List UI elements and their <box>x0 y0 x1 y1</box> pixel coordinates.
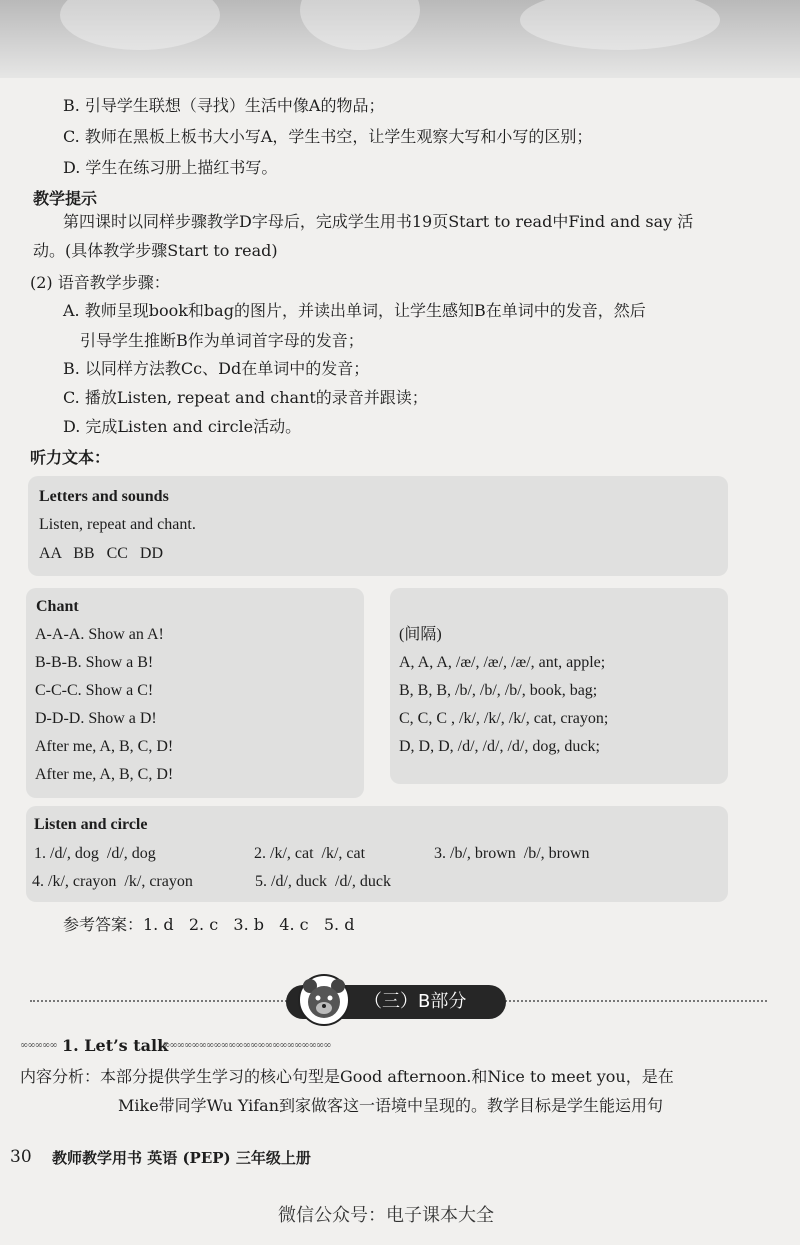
interval-box <box>390 588 728 784</box>
interval-line: A, A, A, /æ/, /æ/, /æ/, ant, apple; <box>399 654 606 671</box>
phonics-step-b: B. 以同样方法教Cc、Dd在单词中的发音； <box>63 359 370 378</box>
chant-title: Chant <box>36 598 79 615</box>
chant-line: C-C-C. Show a C! <box>35 682 154 699</box>
step-b: B. 引导学生联想（寻找）生活中像A的物品； <box>63 96 385 115</box>
phonics-step-a-cont: 引导学生推断B作为单词首字母的发音； <box>80 331 364 350</box>
chant-line: B-B-B. Show a B! <box>35 654 154 671</box>
circle-title: Listen and circle <box>34 816 148 833</box>
tip-line-2: 动。(具体教学步骤Start to read) <box>33 241 278 260</box>
interval-line: B, B, B, /b/, /b/, /b/, book, bag; <box>399 682 598 699</box>
tip-line-1: 第四课时以同样步骤教学D字母后，完成学生用书19页Start to read中Find and say 活 <box>63 212 694 231</box>
talk-heading-wave-left: ∞∞∞∞∞ <box>20 1040 57 1051</box>
page-number: 30 <box>10 1147 32 1167</box>
letters-box-title: Letters and sounds <box>39 488 169 505</box>
interval-line: C, C, C , /k/, /k/, /k/, cat, crayon; <box>399 710 609 727</box>
content-analysis-line-2: Mike带同学Wu Yifan到家做客这一语境中呈现的。教学目标是学生能运用句 <box>118 1096 664 1115</box>
interval-line: D, D, D, /d/, /d/, /d/, dog, duck; <box>399 738 600 755</box>
top-decorative-banner <box>0 0 800 78</box>
book-title: 教师教学用书 英语 (PEP) 三年级上册 <box>52 1149 311 1167</box>
phonics-heading: (2) 语音教学步骤： <box>30 273 170 292</box>
section-b-label: （三）B部分 <box>364 991 467 1012</box>
step-d: D. 学生在练习册上描红书写。 <box>63 158 278 177</box>
circle-item: 5. /d/, duck /d/, duck <box>255 873 391 890</box>
watermark-text: 微信公众号：电子课本大全 <box>278 1205 494 1226</box>
letters-box-letters: AA BB CC DD <box>39 545 164 562</box>
chant-line: After me, A, B, C, D! <box>35 738 174 755</box>
circle-item: 2. /k/, cat /k/, cat <box>254 845 366 862</box>
content-analysis-line-1: 内容分析：本部分提供学生学习的核心句型是Good afternoon.和Nice to meet you，是在 <box>20 1067 674 1086</box>
talk-heading-wave-right: ∞∞∞∞∞∞∞∞∞∞∞∞∞∞∞∞∞∞∞∞∞∞∞ <box>162 1040 331 1051</box>
letters-and-sounds-box <box>28 476 728 576</box>
letters-box-instruction: Listen, repeat and chant. <box>39 516 196 533</box>
bear-mascot-icon <box>298 972 350 1026</box>
phonics-step-c: C. 播放Listen, repeat and chant的录音并跟读； <box>63 388 428 407</box>
listening-heading: 听力文本： <box>30 448 111 467</box>
chant-line: D-D-D. Show a D! <box>35 710 157 727</box>
phonics-step-d: D. 完成Listen and circle活动。 <box>63 417 302 436</box>
step-c: C. 教师在黑板上板书大小写A，学生书空，让学生观察大写和小写的区别； <box>63 127 593 146</box>
circle-item: 3. /b/, brown /b/, brown <box>434 845 590 862</box>
circle-item: 1. /d/, dog /d/, dog <box>34 845 156 862</box>
tip-heading: 教学提示 <box>33 189 98 208</box>
answer-key: 参考答案：1. d 2. c 3. b 4. c 5. d <box>63 915 355 934</box>
circle-item: 4. /k/, crayon /k/, crayon <box>32 873 193 890</box>
section-divider-right <box>505 1000 767 1002</box>
talk-heading: 1. Let’s talk <box>62 1036 169 1055</box>
phonics-step-a: A. 教师呈现book和bag的图片，并读出单词，让学生感知B在单词中的发音，然后 <box>63 301 646 320</box>
chant-line: A-A-A. Show an A! <box>35 626 164 643</box>
listen-and-circle-box <box>26 806 728 902</box>
chant-box <box>26 588 364 798</box>
interval-title: (间隔) <box>399 626 442 643</box>
section-divider-left <box>30 1000 290 1002</box>
chant-line: After me, A, B, C, D! <box>35 766 174 783</box>
